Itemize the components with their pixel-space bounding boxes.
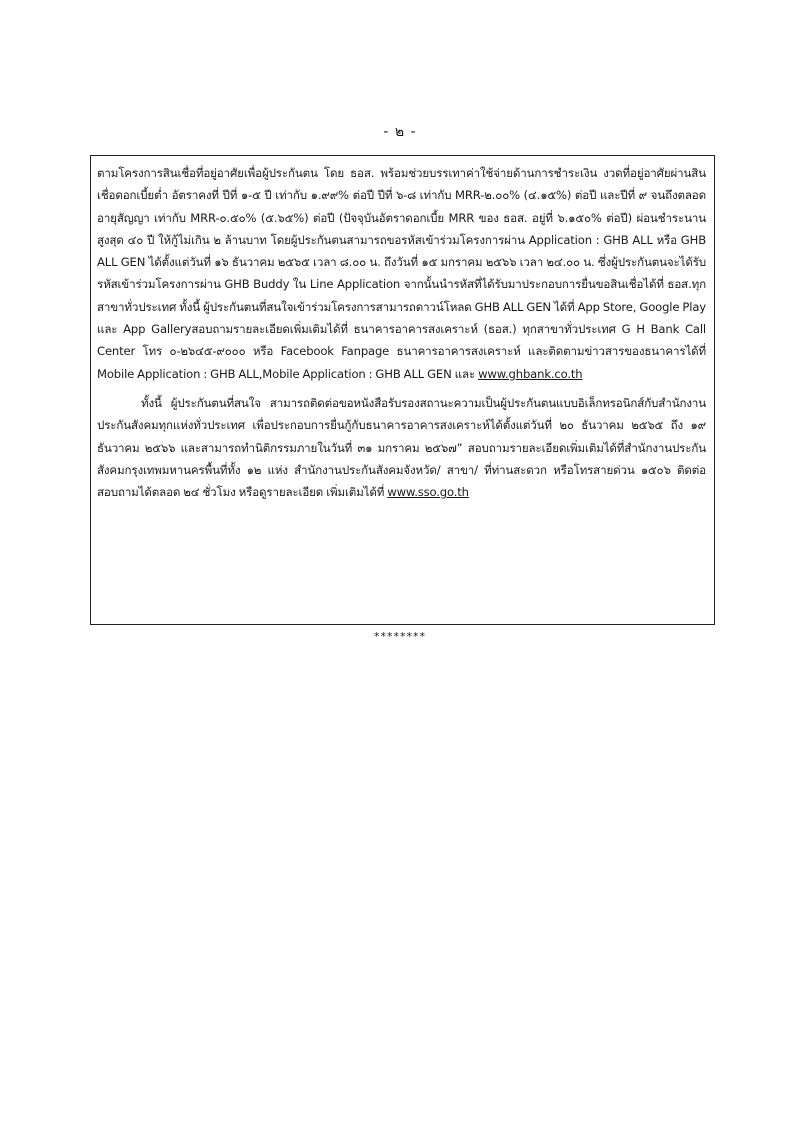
paragraph-1 (97, 162, 706, 385)
paragraph-1-text: ตามโครงการสินเชื่อที่อยู่อาศัยเพื่อผู้ประกันตน โดย ธอส. พร้อมช่วยบรรเทาค่าใช้จ่ายด้านการชำระเงิน งวดที่อยู่อาศัยผ่านสินเชื่อดอกเบี้ยต่ำ อัตราคงที่ ปีที่ ๑-๕ ปี เท่ากับ ๑.๙๙% ต่อปี ปีที่ ๖-๘ เท่ากับ MRR-๒.๐๐% (๔.๑๕%) ต่อปี และปีที่ ๙ จนถึงตลอดอายุสัญญา เท่ากับ MRR-๐.๕๐% (๕.๖๕%) ต่อปี (ปัจจุบันอัตราดอกเบี้ย MRR ของ ธอส. อยู่ที่ ๖.๑๕๐% ต่อปี) ผ่อนชำระนานสูงสุด ๔๐ ปี ให้กู้ไม่เกิน ๒ ล้านบาท โดยผู้ประกันตนสามารถขอรหัสเข้าร่วมโครงการผ่าน Application : GHB ALL หรือ GHB ALL GEN ได้ตั้งแต่วันที่ ๑๖ ธันวาคม ๒๕๖๕ เวลา ๘.๐๐ น. ถึงวันที่ ๑๕ มกราคม ๒๕๖๖ เวลา ๒๔.๐๐ น. ซึ่งผู้ประกันตนจะได้รับรหัสเข้าร่วมโครงการผ่าน GHB Buddy ใน Line Application จากนั้นนำรหัสที่ได้รับมาประกอบการยื่นขอสินเชื่อได้ที่ ธอส.ทุกสาขาทั่วประเทศ ทั้งนี้ ผู้ประกันตนที่สนใจเข้าร่วมโครงการสามารถดาวน์โหลด GHB ALL GEN ได้ที่ App Store, Google Play และ App Galleryสอบถามรายละเอียดเพิ่มเติมได้ที่ ธนาคารอาคารสงเคราะห์ (ธอส.) ทุกสาขาทั่วประเทศ G H Bank Call Center โทร ๐-๒๖๔๕-๙๐๐๐ หรือ Facebook Fanpage ธนาคารอาคารสงเคราะห์ และติดตามข่าวสารของธนาคารได้ที่ Mobile Application : GHB ALL,Mobile Application : GHB ALL GEN และ (97, 166, 706, 381)
paragraph-2-text: ทั้งนี้ ผู้ประกันตนที่สนใจ สามารถติดต่อขอหนังสือรับรองสถานะความเป็นผู้ประกันตนแบบอิเล็กทรอนิกส์กับสำนักงานประกันสังคมทุกแห่งทั่วประเทศ เพื่อประกอบการยื่นกู้กับธนาคารอาคารสงเคราะห์ได้ตั้งแต่วันที่ ๒๐ ธันวาคม ๒๕๖๕ ถึง ๑๙ ธันวาคม ๒๕๖๖ และสามารถทำนิติกรรมภายในวันที่ ๓๑ มกราคม ๒๕๖๗” สอบถามรายละเอียดเพิ่มเติมได้ที่สำนักงานประกันสังคมกรุงเทพมหานครพื้นที่ทั้ง ๑๒ แห่ง สำนักงานประกันสังคมจังหวัด/ สาขา/ ที่ท่านสะดวก หรือโทรสายด่วน ๑๕๐๖ ติดต่อสอบถามได้ตลอด ๒๔ ชั่วโมง หรือดูรายละเอียด เพิ่มเติมได้ที่ (97, 395, 706, 500)
content-box (90, 155, 715, 625)
end-mark: ******** (374, 630, 426, 643)
ghbank-link[interactable]: www.ghbank.co.th (478, 366, 583, 381)
sso-link[interactable]: www.sso.go.th (387, 485, 469, 500)
page-number: - ๒ - (383, 124, 417, 140)
paragraph-2 (97, 392, 706, 503)
